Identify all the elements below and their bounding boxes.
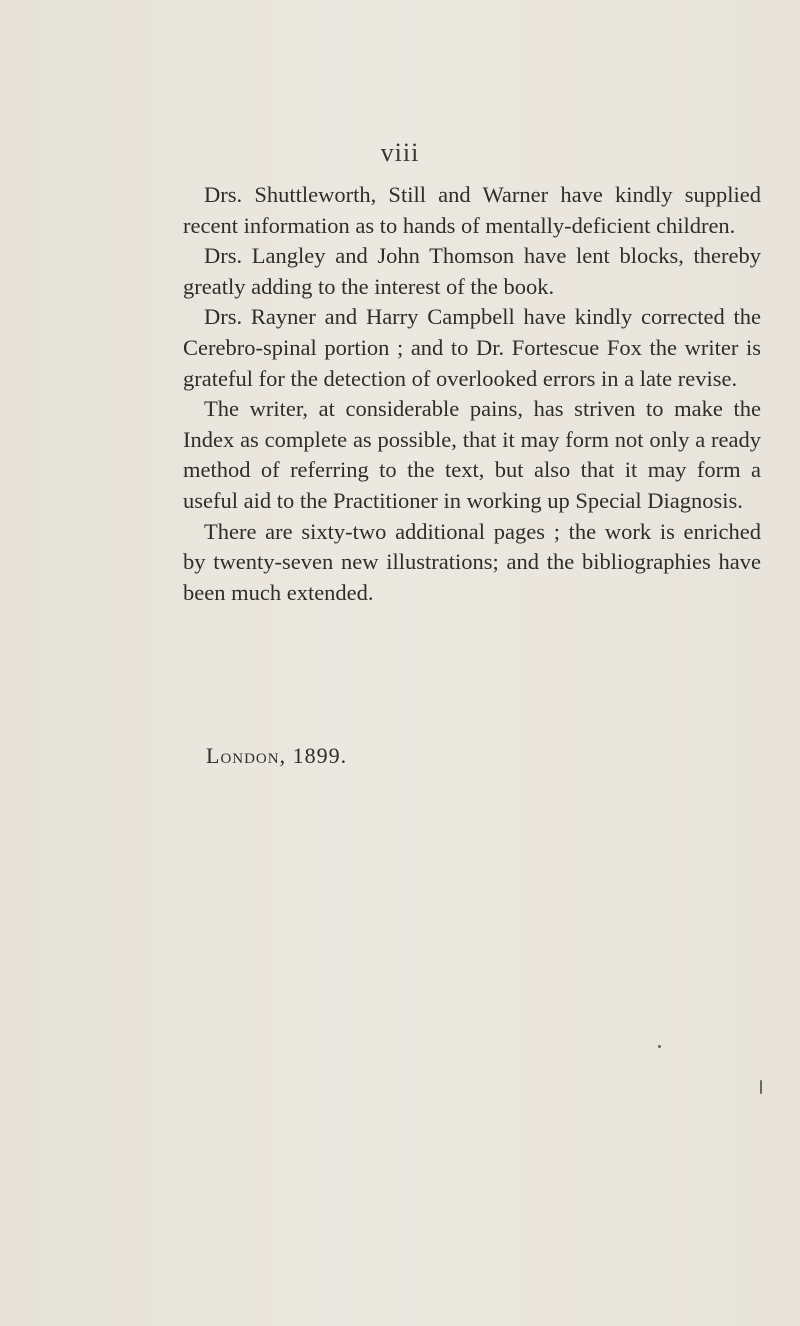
paragraph-acknowledgement-3: Drs. Rayner and Harry Campbell have kindly corrected the Cerebro-spinal portion ; and to Dr. Fortescue Fox the writer is grateful for the detection of overlooked errors in a late revise. bbox=[183, 304, 761, 391]
place-date-signoff: London, 1899. bbox=[206, 743, 348, 768]
paper-speck bbox=[658, 1045, 661, 1048]
paragraph-acknowledgement-2: Drs. Langley and John Thomson have lent blocks, thereby greatly adding to the interest of the book. bbox=[183, 243, 761, 299]
paragraph-additions-note: There are sixty-two additional pages ; the work is enriched by twenty-seven new illustrations; and the bibliographies have been much extended. bbox=[183, 518, 761, 605]
paragraph-acknowledgement-1: Drs. Shuttleworth, Still and Warner have kindly supplied recent information as to hands of mentally-deficient children. bbox=[183, 182, 761, 238]
preface-text bbox=[183, 180, 761, 608]
page-number: viii bbox=[380, 138, 420, 167]
paper-speck bbox=[760, 1080, 762, 1094]
paragraph-index-note: The writer, at considerable pains, has striven to make the Index as complete as possible, that it may form not only a ready method of referring to the text, but also that it may form a useful aid to the Practitioner in working up Special Diagnosis. bbox=[183, 396, 761, 513]
